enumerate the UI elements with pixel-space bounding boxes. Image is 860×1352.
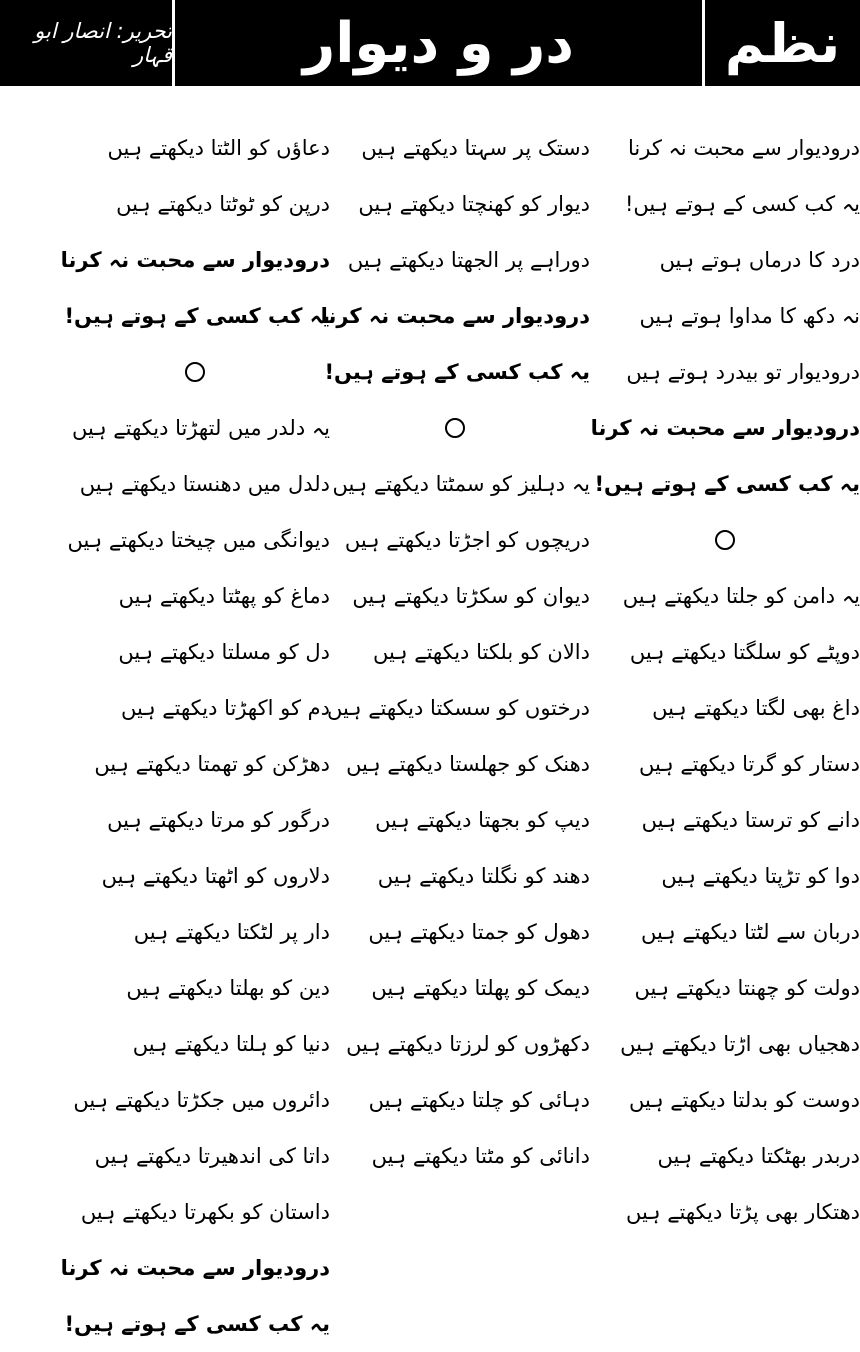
verse-line: دستار کو گرتا دیکھتے ہیں: [639, 752, 860, 776]
refrain-line: درودیوار سے محبت نہ کرنا: [320, 304, 590, 328]
verse-line: دھند کو نگلتا دیکھتے ہیں: [377, 864, 590, 888]
poem-column-middle: [320, 120, 590, 1184]
verse-line: دربان سے لٹتا دیکھتے ہیں: [641, 920, 860, 944]
verse-line: درپن کو ٹوٹتا دیکھتے ہیں: [116, 192, 330, 216]
verse-line: دلدل میں دھنستا دیکھتے ہیں: [79, 472, 330, 496]
verse-line: دیمک کو پھلتا دیکھتے ہیں: [371, 976, 590, 1000]
verse-line: دکھڑوں کو لرزتا دیکھتے ہیں: [346, 1032, 590, 1056]
verse-line: درد کا درماں ہوتے ہیں: [659, 248, 860, 272]
stanza-separator-circle-icon: [590, 512, 860, 568]
stanza-separator-circle-icon: [60, 344, 330, 400]
stanza-separator-circle-icon: [320, 400, 590, 456]
refrain-line: یہ کب کسی کے ہوتے ہیں!: [324, 360, 590, 384]
verse-line: یہ دہلیز کو سمٹتا دیکھتے ہیں: [332, 472, 590, 496]
verse-line: دھول کو جمتا دیکھتے ہیں: [368, 920, 590, 944]
verse-line: دنیا کو ہلتا دیکھتے ہیں: [132, 1032, 330, 1056]
verse-line: دوا کو تڑپتا دیکھتے ہیں: [661, 864, 860, 888]
verse-line: دستک پر سہتا دیکھتے ہیں: [361, 136, 590, 160]
author-credit: تحریر: انصار ابو قہار: [34, 19, 172, 67]
verse-line: دھنک کو جھلستا دیکھتے ہیں: [346, 752, 590, 776]
verse-line: درختوں کو سسکتا دیکھتے ہیں: [326, 696, 590, 720]
verse-line: دھتکار بھی پڑتا دیکھتے ہیں: [625, 1200, 860, 1224]
refrain-line: درودیوار سے محبت نہ کرنا: [60, 248, 330, 272]
verse-line: دوپٹے کو سلگتا دیکھتے ہیں: [629, 640, 860, 664]
verse-line: دلاروں کو اٹھتا دیکھتے ہیں: [101, 864, 330, 888]
refrain-line: یہ کب کسی کے ہوتے ہیں!: [594, 472, 860, 496]
verse-line: دیپ کو بجھتا دیکھتے ہیں: [375, 808, 590, 832]
verse-line: دانائی کو مٹتا دیکھتے ہیں: [371, 1144, 590, 1168]
verse-line: دار پر لٹکتا دیکھتے ہیں: [133, 920, 330, 944]
verse-line: دیوان کو سکڑتا دیکھتے ہیں: [352, 584, 590, 608]
verse-line: دوست کو بدلتا دیکھتے ہیں: [629, 1088, 860, 1112]
verse-line: دیوار کو کھنچتا دیکھتے ہیں: [358, 192, 590, 216]
verse-line: دل کو مسلتا دیکھتے ہیں: [118, 640, 330, 664]
refrain-line: درودیوار سے محبت نہ کرنا: [590, 416, 860, 440]
header-bar: [0, 0, 860, 86]
verse-line: دربدر بھٹکتا دیکھتے ہیں: [657, 1144, 860, 1168]
verse-line: دالان کو بلکتا دیکھتے ہیں: [372, 640, 590, 664]
verse-line: دم کو اکھڑتا دیکھتے ہیں: [121, 696, 330, 720]
verse-line: نہ دکھ کا مداوا ہوتے ہیں: [639, 304, 860, 328]
verse-line: درگور کو مرتا دیکھتے ہیں: [107, 808, 330, 832]
poem-column-left: [60, 120, 330, 1352]
verse-line: دوراہے پر الجھتا دیکھتے ہیں: [347, 248, 590, 272]
verse-line: دہائی کو چلتا دیکھتے ہیں: [368, 1088, 590, 1112]
verse-line: دماغ کو پھٹتا دیکھتے ہیں: [118, 584, 330, 608]
refrain-line: یہ کب کسی کے ہوتے ہیں!: [64, 1312, 330, 1336]
refrain-line: یہ کب کسی کے ہوتے ہیں!: [64, 304, 330, 328]
verse-line: یہ کب کسی کے ہوتے ہیں!: [624, 192, 860, 216]
verse-line: داتا کی اندھیرتا دیکھتے ہیں: [94, 1144, 330, 1168]
verse-line: دین کو بھلتا دیکھتے ہیں: [126, 976, 330, 1000]
verse-line: دریچوں کو اجڑتا دیکھتے ہیں: [344, 528, 590, 552]
verse-line: دعاؤں کو الٹتا دیکھتے ہیں: [107, 136, 330, 160]
refrain-line: درودیوار سے محبت نہ کرنا: [60, 1256, 330, 1280]
genre-label: نظم: [702, 0, 860, 86]
verse-line: دھڑکن کو تھمتا دیکھتے ہیں: [94, 752, 330, 776]
verse-line: داستان کو بکھرتا دیکھتے ہیں: [80, 1200, 330, 1224]
verse-line: دولت کو چھنتا دیکھتے ہیں: [634, 976, 860, 1000]
verse-line: دیوانگی میں چیختا دیکھتے ہیں: [67, 528, 330, 552]
verse-line: داغ بھی لگتا دیکھتے ہیں: [652, 696, 860, 720]
verse-line: دائروں میں جکڑتا دیکھتے ہیں: [73, 1088, 330, 1112]
verse-line: درودیوار سے محبت نہ کرنا: [628, 136, 860, 160]
verse-line: یہ دامن کو جلتا دیکھتے ہیں: [622, 584, 860, 608]
verse-line: یہ دلدر میں لتھڑتا دیکھتے ہیں: [72, 416, 330, 440]
verse-line: دھجیاں بھی اڑتا دیکھتے ہیں: [620, 1032, 860, 1056]
verse-line: درودیوار تو بیدرد ہوتے ہیں: [626, 360, 860, 384]
poem-title: در و دیوار: [172, 0, 702, 86]
verse-line: دانے کو ترستا دیکھتے ہیں: [641, 808, 860, 832]
poem-column-right: [590, 120, 860, 1240]
